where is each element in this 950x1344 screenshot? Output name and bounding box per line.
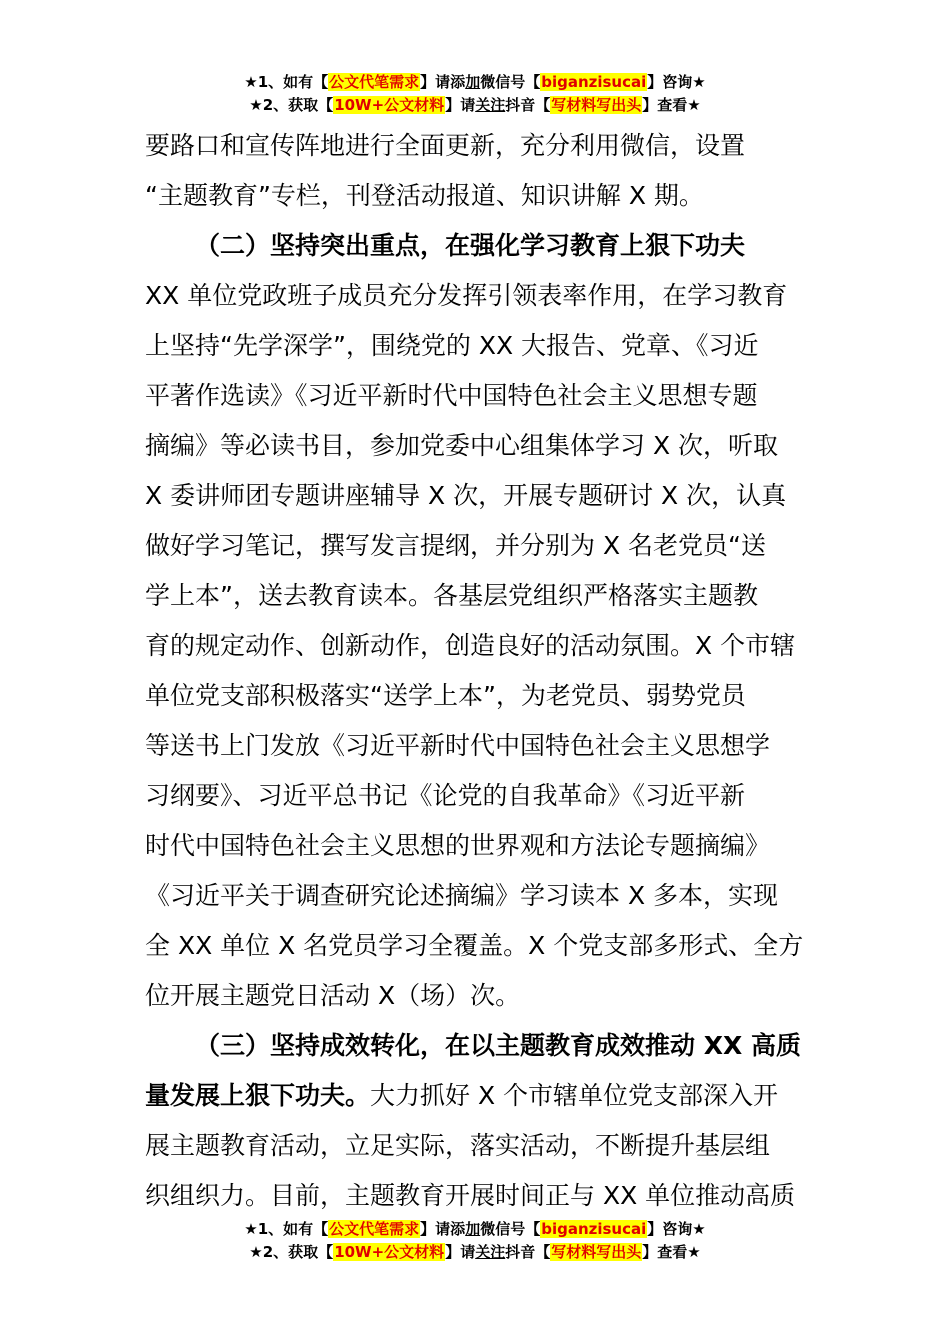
document-body [145,121,815,1221]
banner-text: 】请 [445,96,476,114]
body-line: 展主题教育活动，立足实际，落实活动，不断提升基层组 [145,1131,771,1160]
body-line: X 委讲师团专题讲座辅导 X 次，开展专题研讨 X 次，认真 [145,481,787,510]
body-line: 织组织力。目前，主题教育开展时间正与 XX 单位推动高质 [145,1181,796,1210]
section-heading-3: （三）坚持成效转化，在以主题教育成效推动 XX 高质 [195,1031,801,1060]
body-line: 位开展主题党日活动 X（场）次。 [145,981,521,1010]
banner-highlight: 公文代笔需求 [329,1220,420,1238]
banner-text: ★1、如有【 [244,1220,329,1238]
banner-text: ★2、获取【 [249,96,334,114]
banner-underline: 加 [465,73,481,91]
banner-line-2 [0,1241,950,1264]
body-line: 要路口和宣传阵地进行全面更新，充分利用微信，设置 [145,131,746,160]
body-line: 全 XX 单位 X 名党员学习全覆盖。X 个党支部多形式、全方 [145,931,804,960]
section-heading-3-cont: 量发展上狠下功夫。 [145,1081,371,1110]
banner-text: 】查看★ [642,1243,701,1261]
banner-text: 】咨询★ [647,73,706,91]
body-line: 等送书上门发放《习近平新时代中国特色社会主义思想学 [145,731,771,760]
body-text: 大力抓好 X 个市辖单位党支部深入开 [370,1081,779,1110]
body-line [145,1071,815,1121]
body-line: 学上本”，送去教育读本。各基层党组织严格落实主题教 [145,581,758,610]
banner-line-2 [0,94,950,117]
body-line: 《习近平关于调查研究论述摘编》学习读本 X 多本，实现 [145,881,779,910]
banner-highlight: 10W+公文材料 [334,1243,445,1261]
banner-underline: 关注 [475,1243,506,1261]
banner-wechat-id: biganzisucai [541,73,647,91]
banner-text: ★1、如有【 [244,73,329,91]
body-line: 上坚持“先学深学”，围绕党的 XX 大报告、党章、《习近 [145,331,759,360]
banner-line-1 [0,71,950,94]
banner-text: 】请添 [420,73,466,91]
banner-highlight: 10W+公文材料 [334,96,445,114]
header-banner [0,71,950,117]
body-line: 平著作选读》《习近平新时代中国特色社会主义思想专题 [145,381,758,410]
banner-wechat-id: biganzisucai [541,1220,647,1238]
banner-line-1 [0,1218,950,1241]
banner-text: 】查看★ [642,96,701,114]
footer-banner [0,1218,950,1264]
section-heading-2: （二）坚持突出重点，在强化学习教育上狠下功夫 [195,231,746,260]
body-line: XX 单位党政班子成员充分发挥引领表率作用，在学习教育 [145,281,788,310]
banner-text: 】请 [445,1243,476,1261]
body-line: “主题教育”专栏，刊登活动报道、知识讲解 X 期。 [145,181,704,210]
body-line: 时代中国特色社会主义思想的世界观和方法论专题摘编》 [145,831,771,860]
banner-text: 抖音【 [505,1243,551,1261]
banner-douyin-id: 写材料写出头 [551,96,642,114]
body-line: 单位党支部积极落实“送学上本”，为老党员、弱势党员 [145,681,746,710]
body-line: 摘编》等必读书目，参加党委中心组集体学习 X 次，听取 [145,431,779,460]
body-line: 做好学习笔记，撰写发言提纲，并分别为 X 名老党员“送 [145,531,766,560]
banner-text: 】请添 [420,1220,466,1238]
banner-douyin-id: 写材料写出头 [551,1243,642,1261]
banner-text: 抖音【 [505,96,551,114]
banner-highlight: 公文代笔需求 [329,73,420,91]
banner-text: 】咨询★ [647,1220,706,1238]
banner-text: 微信号【 [480,1220,541,1238]
body-line: 习纲要》、习近平总书记《论党的自我革命》《习近平新 [145,781,746,810]
banner-text: ★2、获取【 [249,1243,334,1261]
banner-underline: 关注 [475,96,506,114]
body-line: 育的规定动作、创新动作，创造良好的活动氛围。X 个市辖 [145,631,796,660]
banner-text: 微信号【 [480,73,541,91]
banner-underline: 加 [465,1220,481,1238]
